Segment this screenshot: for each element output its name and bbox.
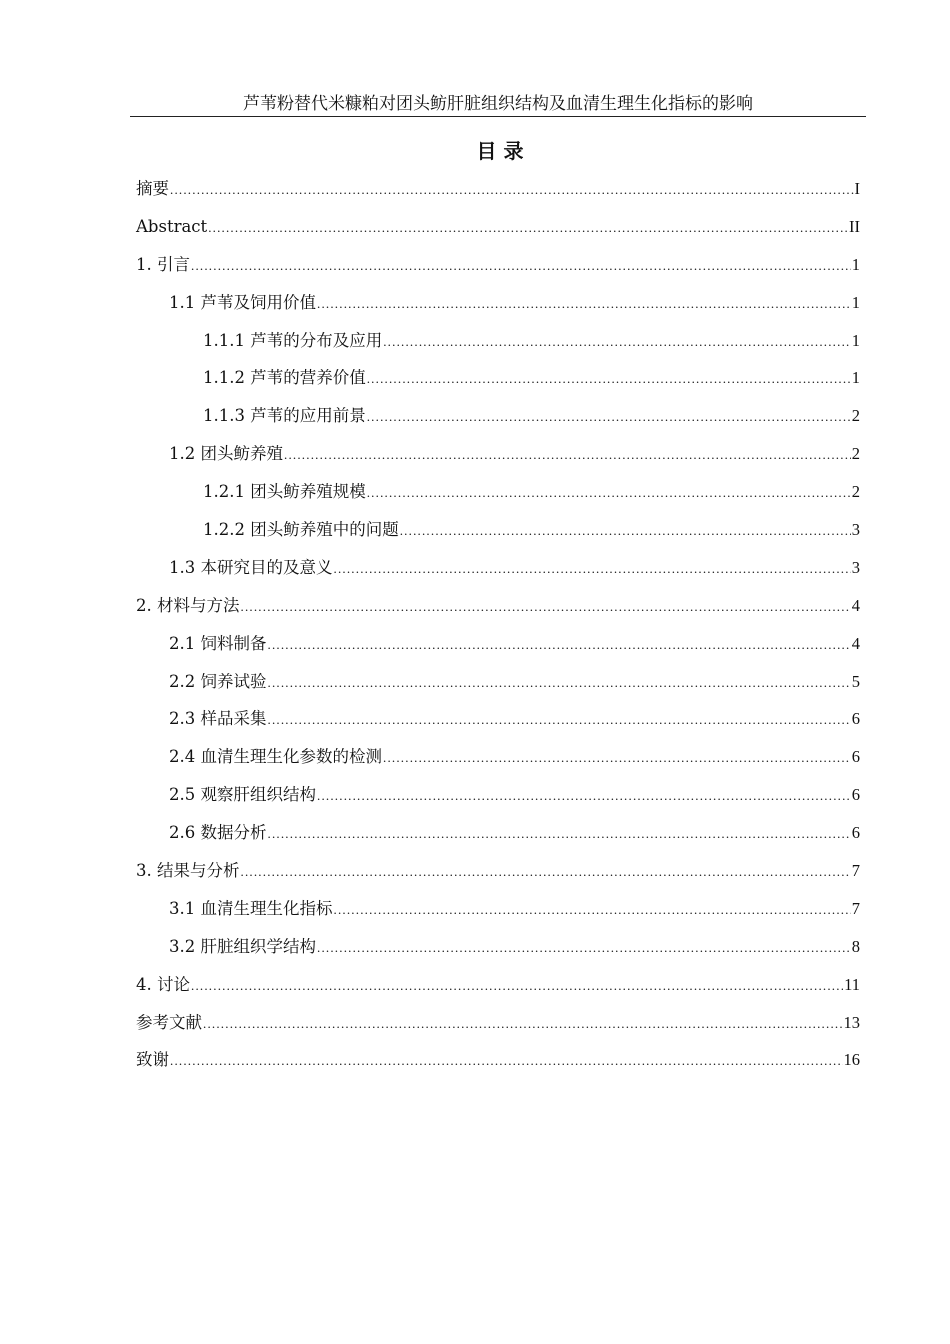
toc-entry-label: Abstract xyxy=(136,216,208,236)
toc-dot-leader xyxy=(284,441,851,469)
toc-entry-page: 6 xyxy=(851,785,860,805)
toc-entry-page: 2 xyxy=(851,444,860,464)
toc-entry-label: 2.4 血清生理生化参数的检测 xyxy=(169,747,382,767)
toc-entry-label: 1.2 团头鲂养殖 xyxy=(169,444,283,464)
toc-dot-leader xyxy=(317,782,851,810)
toc-dot-leader xyxy=(268,669,851,697)
toc-entry-page: 4 xyxy=(851,633,860,653)
toc-entry-page: 1 xyxy=(851,292,860,312)
toc-entry-page: 3 xyxy=(851,557,860,577)
toc-entry[interactable] xyxy=(136,857,860,895)
toc-entry[interactable] xyxy=(136,327,860,365)
toc-dot-leader xyxy=(268,706,851,734)
toc-entry-label: 3.2 肝脏组织学结构 xyxy=(169,936,316,956)
toc-dot-leader xyxy=(317,290,851,318)
toc-entry-page: 3 xyxy=(851,520,860,540)
toc-entry[interactable] xyxy=(136,971,860,1009)
toc-entry[interactable] xyxy=(136,705,860,743)
toc-entry-page: 1 xyxy=(851,330,860,350)
toc-entry-label: 1.1.3 芦苇的应用前景 xyxy=(203,406,366,426)
toc-entry-label: 摘要 xyxy=(136,179,169,198)
toc-entry-label: 1.1.1 芦苇的分布及应用 xyxy=(203,330,383,350)
toc-entry-page: 6 xyxy=(851,823,860,843)
toc-dot-leader xyxy=(367,365,851,393)
toc-entry[interactable] xyxy=(136,402,860,440)
toc-entry-label: 3. 结果与分析 xyxy=(136,861,240,881)
toc-entry[interactable] xyxy=(136,364,860,402)
toc-entry-label: 1.2.1 团头鲂养殖规模 xyxy=(203,482,366,502)
toc-entry-label: 2.5 观察肝组织结构 xyxy=(169,785,316,805)
toc-entry-page: 7 xyxy=(851,861,860,881)
toc-entry-label: 1.3 本研究目的及意义 xyxy=(169,557,333,577)
toc-dot-leader xyxy=(208,214,848,242)
toc-entry-page: 1 xyxy=(851,254,860,274)
toc-entry-label: 2.1 饲料制备 xyxy=(169,633,267,653)
toc-dot-leader xyxy=(241,858,851,886)
toc-entry[interactable] xyxy=(136,895,860,933)
toc-title: 目 录 xyxy=(476,139,524,163)
toc-entry[interactable] xyxy=(136,933,860,971)
toc-entry-label: 2.3 样品采集 xyxy=(169,709,267,729)
toc-entry-label: 1.1 芦苇及饲用价值 xyxy=(169,292,316,312)
toc-entry-label: 1.2.2 团头鲂养殖中的问题 xyxy=(203,520,399,540)
toc-dot-leader xyxy=(191,252,851,280)
toc-entry-page: 2 xyxy=(851,482,860,502)
toc-entry-page: 16 xyxy=(843,1050,860,1070)
toc-entry-label: 3.1 血清生理生化指标 xyxy=(169,898,333,918)
toc-entry[interactable] xyxy=(136,743,860,781)
toc-dot-leader xyxy=(383,744,851,772)
toc-dot-leader xyxy=(268,631,851,659)
toc-entry[interactable] xyxy=(136,516,860,554)
toc-entry[interactable] xyxy=(136,554,860,592)
toc-entry-page: II xyxy=(849,216,860,236)
toc-dot-leader xyxy=(268,820,851,848)
toc-entry[interactable] xyxy=(136,1009,860,1047)
toc-entry[interactable] xyxy=(136,819,860,857)
toc-dot-leader xyxy=(367,403,851,431)
toc-entry-page: 13 xyxy=(843,1012,860,1032)
toc-entry-label: 2. 材料与方法 xyxy=(136,595,240,615)
toc-entry[interactable] xyxy=(136,630,860,668)
toc-entry[interactable] xyxy=(136,213,860,251)
running-header: 芦苇粉替代米糠粕对团头鲂肝脏组织结构及血清生理生化指标的影响 xyxy=(130,92,866,117)
toc-entry-label: 4. 讨论 xyxy=(136,974,190,994)
table-of-contents xyxy=(136,175,860,1084)
toc-entry-page: I xyxy=(854,179,860,198)
toc-entry-page: 4 xyxy=(851,595,860,615)
toc-entry-page: 2 xyxy=(851,406,860,426)
toc-dot-leader xyxy=(367,479,851,507)
toc-entry[interactable] xyxy=(136,668,860,706)
toc-entry-label: 致谢 xyxy=(136,1050,169,1070)
toc-entry-label: 1.1.2 芦苇的营养价值 xyxy=(203,368,366,388)
toc-dot-leader xyxy=(203,1010,843,1038)
toc-dot-leader xyxy=(191,972,843,1000)
toc-entry-page: 6 xyxy=(851,709,860,729)
toc-entry-label: 2.6 数据分析 xyxy=(169,823,267,843)
toc-entry-page: 5 xyxy=(851,671,860,691)
toc-entry[interactable] xyxy=(136,175,860,213)
toc-entry[interactable] xyxy=(136,1046,860,1084)
toc-entry[interactable] xyxy=(136,781,860,819)
toc-entry-page: 8 xyxy=(851,936,860,956)
toc-entry-label: 2.2 饲养试验 xyxy=(169,671,267,691)
toc-entry-page: 6 xyxy=(851,747,860,767)
toc-entry-label: 1. 引言 xyxy=(136,254,190,274)
toc-entry[interactable] xyxy=(136,440,860,478)
toc-entry[interactable] xyxy=(136,592,860,630)
toc-dot-leader xyxy=(334,896,851,924)
toc-dot-leader xyxy=(241,593,851,621)
toc-dot-leader xyxy=(170,1047,843,1075)
toc-dot-leader xyxy=(317,934,851,962)
toc-entry-page: 11 xyxy=(844,974,860,994)
toc-dot-leader xyxy=(400,517,851,545)
toc-entry[interactable] xyxy=(136,289,860,327)
toc-dot-leader xyxy=(334,555,851,583)
toc-entry-label: 参考文献 xyxy=(136,1012,202,1032)
toc-entry-page: 1 xyxy=(851,368,860,388)
toc-dot-leader xyxy=(383,328,851,356)
toc-entry[interactable] xyxy=(136,478,860,516)
toc-entry-page: 7 xyxy=(851,898,860,918)
toc-dot-leader xyxy=(170,176,854,204)
toc-entry[interactable] xyxy=(136,251,860,289)
